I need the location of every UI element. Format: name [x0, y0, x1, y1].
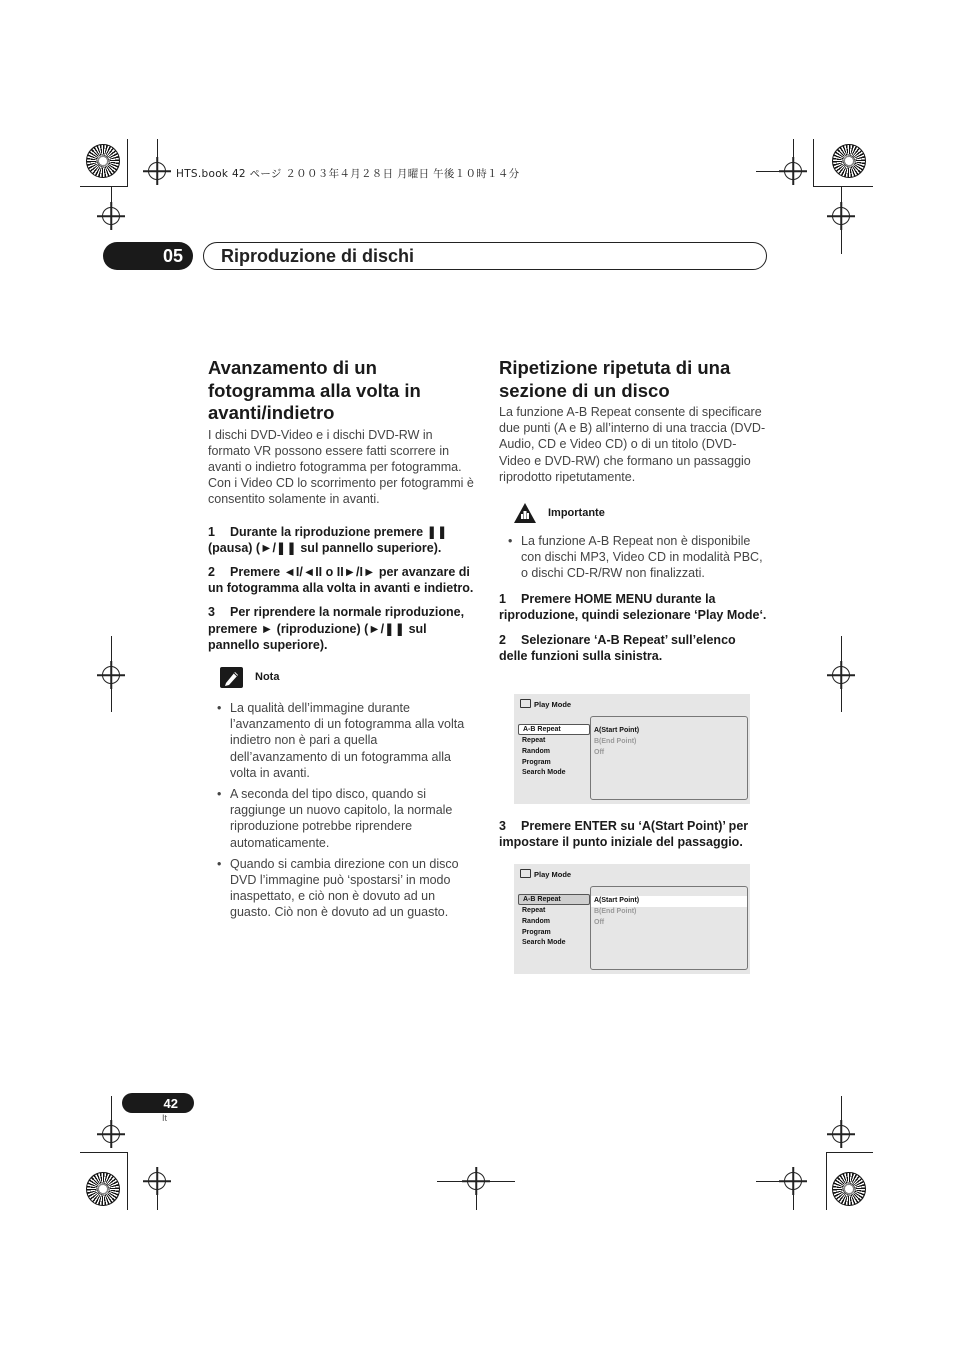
right-column [499, 357, 767, 664]
menu-item-repeat[interactable]: Repeat [522, 907, 546, 914]
step-text: Premere ◄I/◄II o II►/I► per avanzare di un fotogramma alla volta in avanti e indietro. [208, 564, 474, 596]
step-number: 3 [499, 819, 506, 833]
step-text: Premere ENTER su ‘A(Start Point)’ per impostare il punto iniziale del passaggio. [499, 819, 749, 850]
chapter-title-bar [203, 242, 767, 270]
note-label: Nota [255, 671, 280, 684]
note-item: • A seconda del tipo disco, quando si raggiunge un nuovo capitolo, la normale riproduzione potrebbe riprendere automaticamente. [208, 786, 476, 851]
crosshair-icon [832, 1125, 850, 1143]
menu-item-random[interactable]: Random [522, 747, 550, 755]
disc-menu-icon [520, 699, 531, 708]
registration-sunburst-icon [86, 144, 120, 178]
crosshair-icon [148, 162, 166, 180]
screen-title: Play Mode [534, 700, 572, 709]
step-number: 1 [499, 591, 506, 606]
options-panel [590, 886, 748, 970]
option-a-start-point[interactable]: A(Start Point) [591, 896, 747, 907]
intro-paragraph: I dischi DVD-Video e i dischi DVD-RW in formato VR possono essere fatti scorrere in avanti o indietro fotogramma per fotogramma. Con i Video CD lo scorrimento per fotogrammi è consentito solamente in avanti. [208, 427, 474, 507]
step-number: 3 [208, 605, 215, 620]
registration-sunburst-icon [86, 1172, 120, 1206]
registration-sunburst-icon [832, 1172, 866, 1206]
note-item: • La qualità dell’immagine durante l’avanzamento di un fotogramma alla volta indietro non è pari a quella dell’avanzamento di un fotogramma alla volta in avanti. [208, 700, 476, 781]
note-pencil-icon [220, 667, 243, 688]
menu-item-program[interactable]: Program [522, 928, 551, 936]
section-heading: Avanzamento di un fotogramma alla volta in avanti/indietro [208, 357, 421, 423]
option-a-start-point[interactable]: A(Start Point) [594, 727, 640, 734]
menu-item-repeat[interactable]: Repeat [522, 737, 546, 744]
chapter-number: 05 [162, 245, 183, 266]
option-off[interactable]: Off [594, 748, 605, 756]
step-1 [499, 591, 767, 623]
step-text: Selezionare ‘A-B Repeat’ sull’elenco delle funzioni sulla sinistra. [499, 633, 736, 664]
menu-item-search-mode[interactable]: Search Mode [522, 939, 566, 947]
step-2 [499, 632, 767, 664]
play-mode-screen-1 [514, 694, 750, 804]
step-text: Per riprendere la normale riproduzione, premere ► (riproduzione) (►/❚❚ sul pannello superiore). [208, 605, 465, 652]
left-column [208, 357, 476, 921]
step-1 [208, 524, 476, 556]
step-3 [499, 818, 767, 850]
note-item: • Quando si cambia direzione con un disco DVD l’immagine può ‘spostarsi’ in modo inaspettato, e ciò non è dovuto ad un guasto. Ciò non è dovuto ad un guasto. [208, 856, 476, 921]
chapter-title: Riproduzione di dischi [221, 245, 414, 266]
menu-item-program[interactable]: Program [522, 758, 551, 766]
step-text: Durante la riproduzione premere ❚❚ (pausa) (►/❚❚ sul pannello superiore). [208, 524, 448, 555]
important-label: Importante [548, 507, 605, 520]
step-3 [208, 604, 476, 653]
crosshair-icon [784, 1172, 802, 1190]
function-menu [518, 724, 590, 779]
option-b-end-point[interactable]: B(End Point) [594, 907, 637, 915]
page-number: 42 [163, 1095, 178, 1111]
step-2 [208, 564, 476, 596]
disc-menu-icon [520, 869, 531, 878]
screen-title: Play Mode [534, 870, 572, 879]
step-text: Premere HOME MENU durante la riproduzione, quindi selezionare ‘Play Mode‘. [499, 591, 767, 622]
menu-item-search-mode[interactable]: Search Mode [522, 769, 566, 777]
crosshair-icon [148, 1172, 166, 1190]
important-item: • La funzione A-B Repeat non è disponibile con dischi MP3, Video CD in modalità PBC, o dischi CD-R/RW non finalizzati. [499, 533, 767, 582]
menu-item-random[interactable]: Random [522, 917, 550, 925]
option-off[interactable]: Off [594, 918, 605, 926]
intro-paragraph: La funzione A-B Repeat consente di specificare due punti (A e B) all’interno di una traccia (DVD-Audio, CD e Video CD) o di un titolo (DVD-Video e DVD-RW) che formano un passaggio riprodotto ripetutamente. [499, 405, 766, 484]
note-header [208, 667, 476, 688]
step-number: 1 [208, 524, 215, 539]
function-menu [518, 894, 590, 949]
page-number-badge [122, 1093, 194, 1113]
options-panel [590, 716, 748, 800]
important-header [499, 502, 767, 524]
menu-item-ab-repeat[interactable]: A-B Repeat [518, 724, 590, 735]
registration-sunburst-icon [832, 144, 866, 178]
step-number: 2 [208, 564, 215, 579]
warning-hand-icon [513, 502, 537, 524]
crosshair-icon [102, 207, 120, 225]
crosshair-icon [784, 162, 802, 180]
menu-item-ab-repeat[interactable]: A-B Repeat [518, 894, 590, 905]
language-label: It [162, 1113, 168, 1123]
option-b-end-point[interactable]: B(End Point) [594, 737, 637, 745]
chapter-number-badge [103, 242, 193, 270]
step-number: 2 [499, 633, 506, 648]
play-mode-screen-2 [514, 864, 750, 974]
print-header: HTS.book 42 ページ ２００３年４月２８日 月曜日 午後１０時１４分 [176, 168, 520, 180]
crosshair-icon [102, 1125, 120, 1143]
section-heading: Ripetizione ripetuta di una sezione di un disco [499, 357, 731, 401]
